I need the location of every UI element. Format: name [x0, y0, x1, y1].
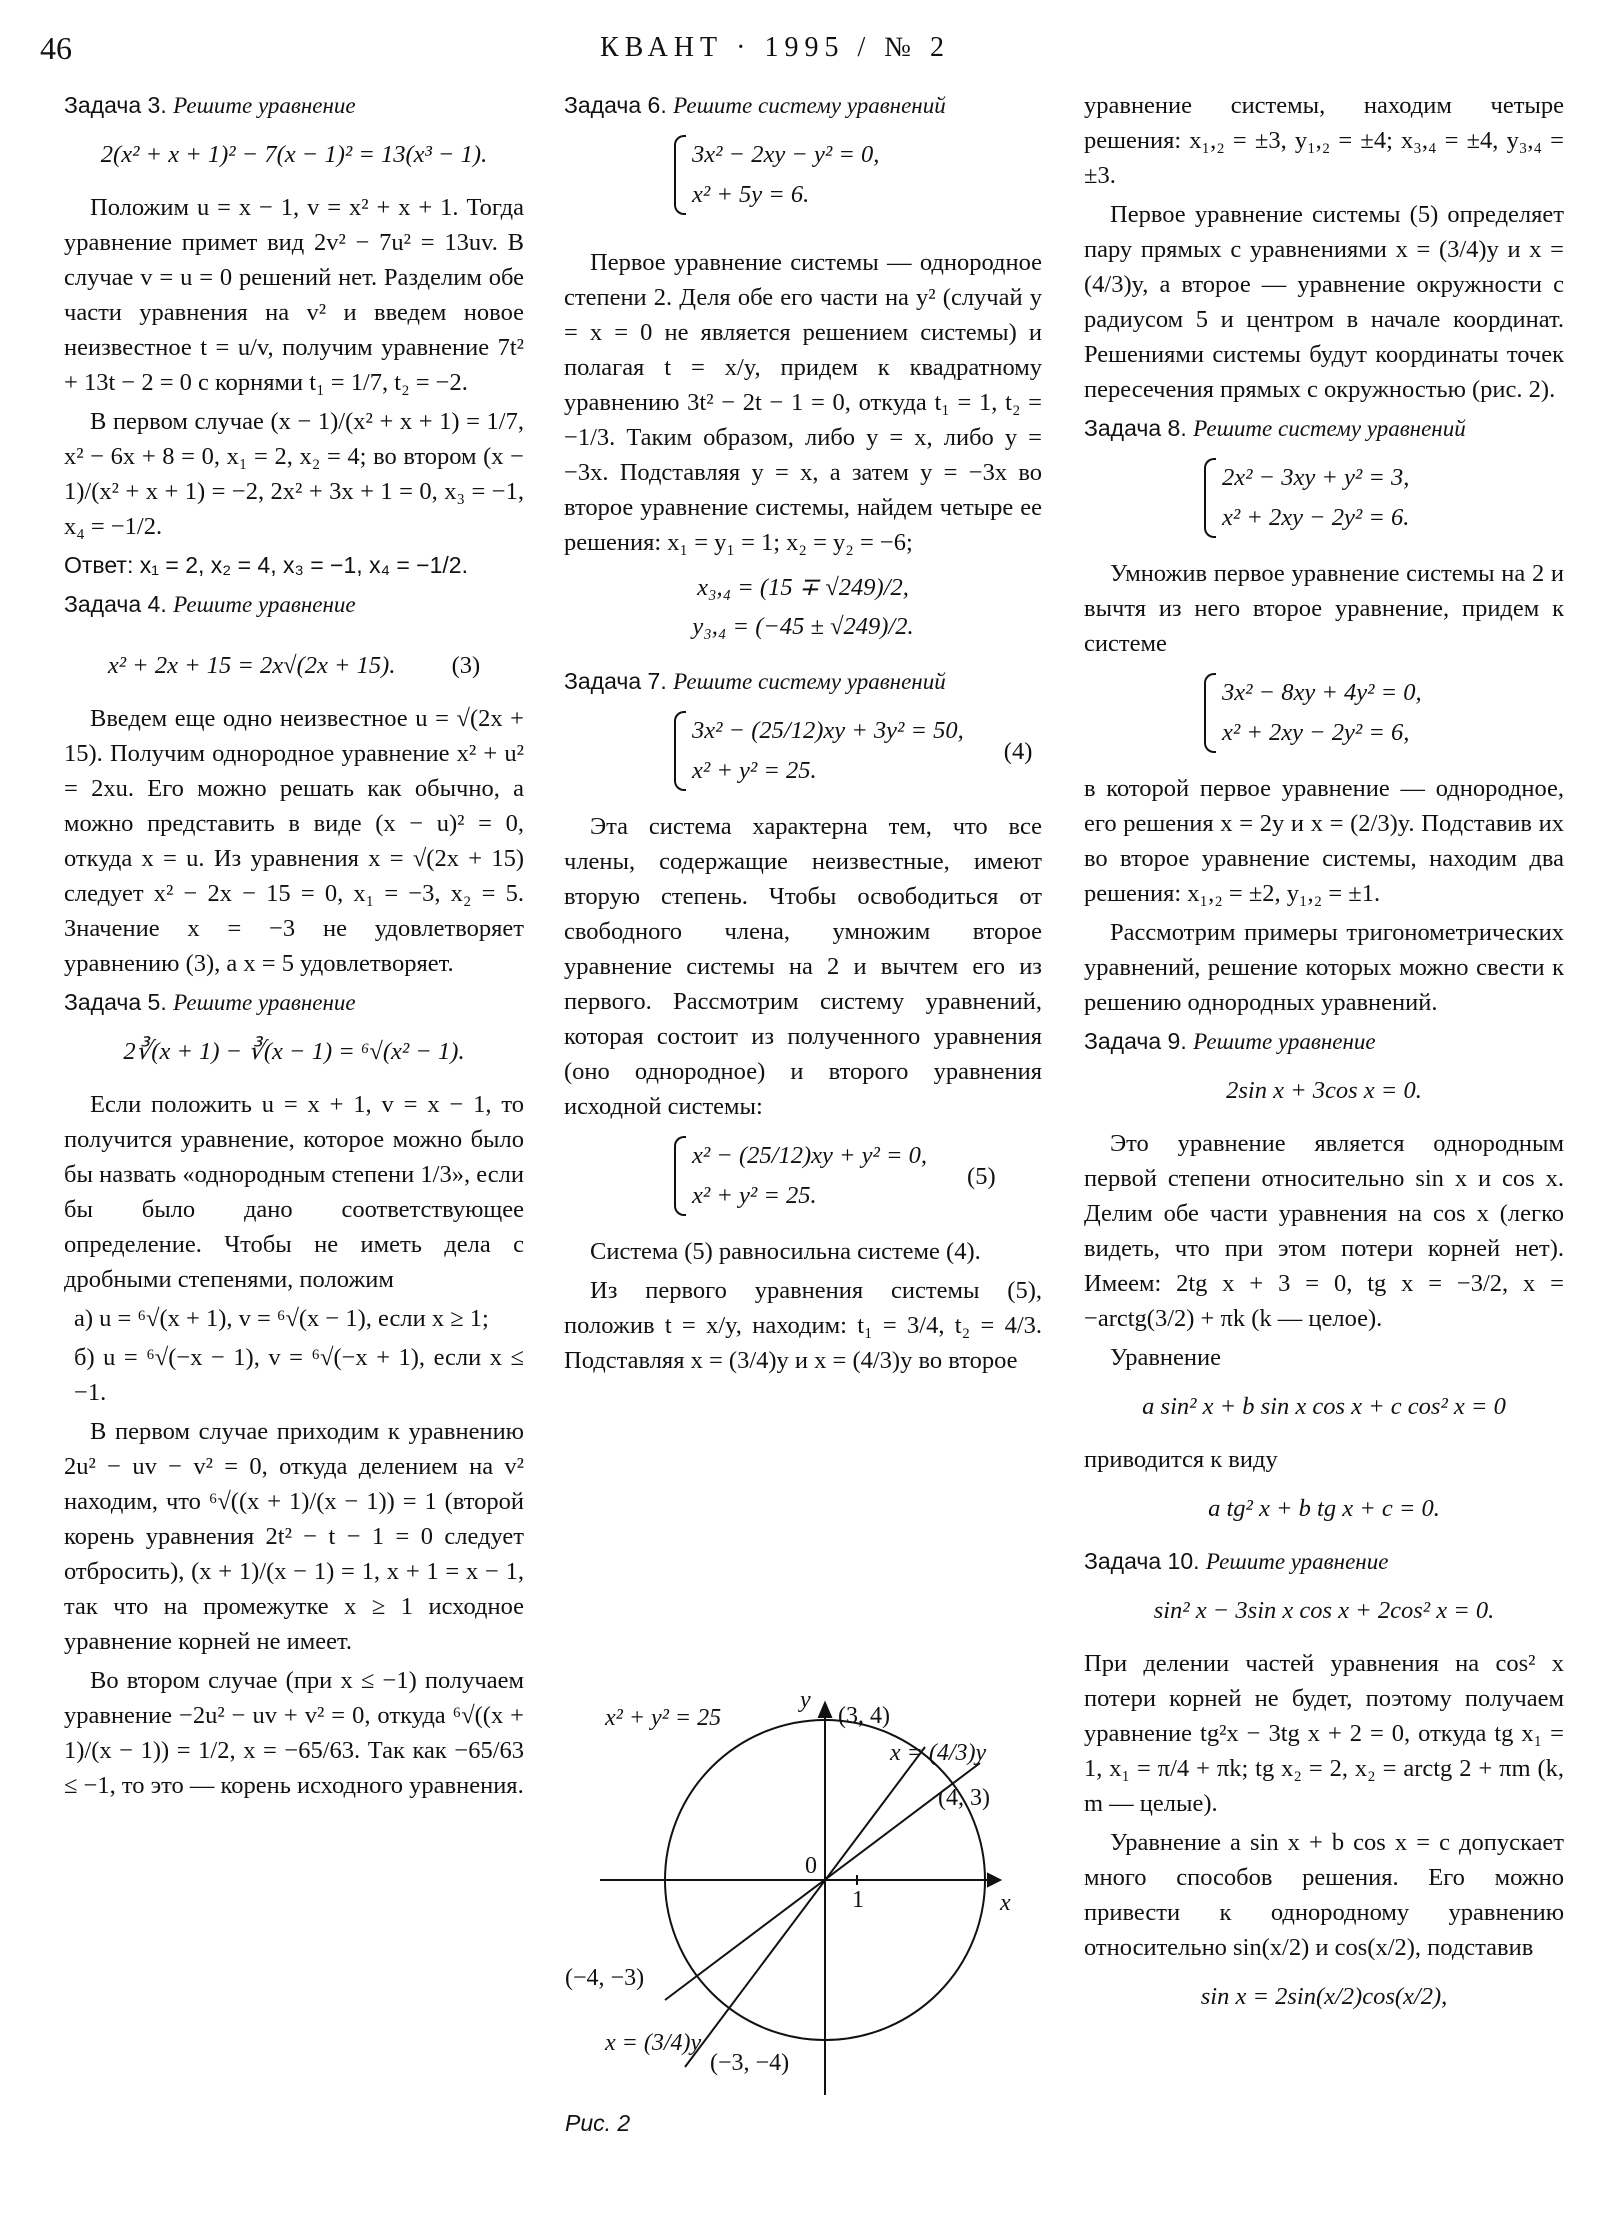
task-9-equation: 2sin x + 3cos x = 0. [1226, 1077, 1422, 1104]
col3-paragraph-2: Первое уравнение системы (5) определяет пару прямых с уравнениями x = (3/4)y и x = (4/3)y, а второе — уравнение окружности с радиусом 5 и центром в начале координат. Решениями системы будут координаты точек пересечения прямых с окружностью (рис. 2). [1084, 201, 1564, 403]
final-equation: sin x = 2sin(x/2)cos(x/2), [1200, 1983, 1448, 2010]
col3-paragraph-3: Рассмотрим примеры тригонометрических уравнений, решение которых можно свести к решению однородных уравнений. [1084, 919, 1564, 1016]
task-5-case-b: б) u = ⁶√(−x − 1), v = ⁶√(−x + 1), если x ≤ −1. [74, 1344, 524, 1406]
col3-paragraph-4: Уравнение a sin x + b cos x = c допускает много способов решения. Его можно привести к однородному уравнению относительно sin(x/2) и cos(x/2), подставив [1084, 1829, 1564, 1961]
task-6-number: Задача 6. [564, 92, 667, 118]
task-5-case-a: а) u = ⁶√(x + 1), v = ⁶√(x − 1), если x ≥ 1; [74, 1305, 489, 1332]
task-3-equation: 2(x² + x + 1)² − 7(x − 1)² = 13(x³ − 1). [100, 141, 488, 168]
task-8-paragraph-1: Умножив первое уравнение системы на 2 и вычтя из него второе уравнение, придем к системе [1084, 560, 1564, 657]
x-axis-label: x [1000, 1890, 1011, 1916]
task-10-equation: sin² x − 3sin x cos x + 2cos² x = 0. [1153, 1597, 1495, 1624]
task-9-equation-2: a sin² x + b sin x cos x + c cos² x = 0 [1142, 1393, 1506, 1420]
point-neg3-neg4-label: (−3, −4) [710, 2050, 790, 2076]
task-10-paragraph-1: При делении частей уравнения на cos² x потери корней не будет, поэтому получаем уравнение tg²x − 3tg x + 2 = 0, откуда tg x₁ = 1, x₁ = π/4 + πk; tg x₂ = 2, x₂ = arctg 2 + πm (k, m — целые). [1084, 1650, 1564, 1817]
task-9-statement: Решите уравнение [1193, 1029, 1376, 1054]
x-axis-arrow [988, 1874, 1000, 1886]
task-6-x34: x₃,₄ = (15 ∓ √249)/2, [697, 574, 909, 601]
line-x-4-3-y [665, 1763, 980, 2000]
task-9-paragraph-3: приводится к виду [1084, 1446, 1278, 1473]
task-8-system-eq-2: x² + 2xy − 2y² = 6. [1222, 504, 1410, 531]
task-3-paragraph-1: Положим u = x − 1, v = x² + x + 1. Тогда уравнение примет вид 2v² − 7u² = 13uv. В случае v = u = 0 решений нет. Разделим обе части уравнения на v² и введем новое неизвестное t = u/v, получим уравнение 7t² + 13t − 2 = 0 с корнями t₁ = 1/7, t₂ = −2. [64, 194, 524, 396]
circle-equation-label: x² + y² = 25 [605, 1705, 722, 1731]
task-7-system-eq-1: 3x² − (25/12)xy + 3y² = 50, [692, 717, 964, 744]
task-4-equation-number: (3) [451, 652, 481, 679]
figure-caption: Рис. 2 [565, 2110, 631, 2136]
magazine-header: КВАНТ · 1995 / № 2 [600, 32, 950, 63]
line-label-4-3: x = (4/3)y [890, 1740, 987, 1766]
task-10-statement: Решите уравнение [1205, 1549, 1389, 1574]
task-7-paragraph-1: Эта система характерна тем, что все члены, содержащие неизвестные, имеют вторую степень. Чтобы освободиться от свободного члена, умножим второе уравнение системы на 2 и вычтем его из первого. Рассмотрим систему уравнений, которая состоит из полученного уравнения (оно однородное) и второго уравнения исходной системы: [564, 813, 1042, 1120]
point-3-4-label: (3, 4) [838, 1703, 890, 1729]
system-brace [674, 1136, 686, 1216]
task-5-number: Задача 5. [64, 989, 167, 1015]
system-brace [1204, 458, 1216, 538]
task-4-paragraph-1: Введем еще одно неизвестное u = √(2x + 15). Получим однородное уравнение x² + u² = 2xu. Его можно решать как обычно, а можно представить в виде (x − u)² = 0, откуда x = u. Из уравнения x = √(2x + 15) следует x² − 2x − 15 = 0, x₁ = −3, x₂ = 5. Значение x = −3 не удовлетворяет уравнению (3), а x = 5 удовлетворяет. [64, 705, 524, 977]
task-8-system-2 [1204, 673, 1564, 753]
task-8-system [1204, 458, 1564, 538]
line-label-3-4: x = (3/4)y [605, 2030, 702, 2056]
system-brace [674, 135, 686, 215]
line-x-3-4-y [685, 1747, 925, 2067]
task-6-heading [564, 88, 1042, 123]
column-2 [564, 88, 1042, 1382]
task-7-system-5-eq-2: x² + y² = 25. [692, 1182, 817, 1209]
task-9-number: Задача 9. [1084, 1028, 1187, 1054]
y-axis-label: y [800, 1687, 811, 1713]
task-7-paragraph-3: Из первого уравнения системы (5), положив t = x/y, находим: t₁ = 3/4, t₂ = 4/3. Подставляя x = (3/4)y и x = (4/3)y во второе [564, 1277, 1042, 1374]
task-8-statement: Решите систему уравнений [1193, 416, 1466, 441]
task-6-statement: Решите систему уравнений [673, 93, 946, 118]
task-7-system-eq-2: x² + y² = 25. [692, 757, 817, 784]
point-4-3-label: (4, 3) [938, 1785, 990, 1811]
task-6-y34: y₃,₄ = (−45 ± √249)/2. [692, 613, 914, 640]
task-9-equation-3: a tg² x + b tg x + c = 0. [1208, 1495, 1440, 1522]
task-5-paragraph-1: Если положить u = x + 1, v = x − 1, то получится уравнение, которое можно было бы назвать «однородным степени 1/3», если бы было дано соответствующее определение. Чтобы не иметь дела с дробными степенями, положим [64, 1091, 524, 1293]
task-4-number: Задача 4. [64, 591, 167, 617]
task-6-system-eq-1: 3x² − 2xy − y² = 0, [692, 141, 880, 168]
task-8-heading [1084, 411, 1564, 446]
tick-label: 1 [852, 1887, 864, 1913]
task-5-heading [64, 985, 524, 1020]
task-6-system-eq-2: x² + 5y = 6. [692, 181, 810, 208]
task-8-system-eq-1: 2x² − 3xy + y² = 3, [1222, 464, 1410, 491]
task-5-paragraph-3: Во втором случае (при x ≤ −1) получаем уравнение −2u² − uv + v² = 0, откуда ⁶√((x + 1)/(x − 1)) = 1/2, x = −65/63. Так как −65/63 ≤ −1, то это — корень исходного уравнения. [64, 1667, 524, 1799]
task-10-number: Задача 10. [1084, 1548, 1200, 1574]
column-3 [1084, 88, 1564, 2032]
task-7-system-5 [674, 1136, 1042, 1216]
task-8-paragraph-2: в которой первое уравнение — однородное, его решения x = 2y и x = (2/3)y. Подставив их во второе уравнение системы, находим два решения: x₁,₂ = ±2, y₁,₂ = ±1. [1084, 775, 1564, 907]
task-4-equation [64, 648, 524, 683]
task-5-paragraph-2: В первом случае приходим к уравнению 2u² − uv − v² = 0, откуда делением на v² находим, что ⁶√((x + 1)/(x − 1)) = 1 (второй корень уравнения 2t² − t − 1 = 0 следует отбросить), (x + 1)/(x − 1) = 1, x + 1 = x − 1, так что на промежутке x ≥ 1 исходное уравнение корней не имеет. [64, 1418, 524, 1655]
task-7-paragraph-2: Система (5) равносильна системе (4). [590, 1238, 981, 1265]
task-6-system [674, 135, 1042, 215]
task-9-paragraph-2: Уравнение [1110, 1344, 1221, 1371]
task-8-system-2-eq-2: x² + 2xy − 2y² = 6, [1222, 719, 1410, 746]
task-10-heading [1084, 1544, 1564, 1579]
task-7-number: Задача 7. [564, 668, 667, 694]
figure-circle-lines [560, 1685, 1060, 2125]
page-number: 46 [40, 30, 72, 66]
column-1 [64, 88, 524, 1807]
task-5-statement: Решите уравнение [173, 990, 356, 1015]
origin-label: 0 [805, 1853, 817, 1879]
task-3-paragraph-2: В первом случае (x − 1)/(x² + x + 1) = 1/7, x² − 6x + 8 = 0, x₁ = 2, x₂ = 4; во втором (x − 1)/(x² + x + 1) = −2, 2x² + 3x + 1 = 0, x₃ = −1, x₄ = −1/2. [64, 408, 524, 540]
point-neg4-neg3-label: (−4, −3) [565, 1965, 645, 1991]
system-brace [674, 711, 686, 791]
task-4-equation-text: x² + 2x + 15 = 2x√(2x + 15). [107, 652, 396, 679]
col3-paragraph-1: уравнение системы, находим четыре решения: x₁,₂ = ±3, y₁,₂ = ±4; x₃,₄ = ±4, y₃,₄ = ±3. [1084, 92, 1564, 189]
task-3-answer: Ответ: x₁ = 2, x₂ = 4, x₃ = −1, x₄ = −1/2. [64, 552, 468, 578]
task-7-system-5-eq-1: x² − (25/12)xy + y² = 0, [692, 1142, 928, 1169]
task-5-equation: 2∛(x + 1) − ∛(x − 1) = ⁶√(x² − 1). [123, 1038, 465, 1065]
task-7-system [674, 711, 1042, 791]
task-8-system-2-eq-1: 3x² − 8xy + 4y² = 0, [1222, 679, 1422, 706]
task-3-statement: Решите уравнение [173, 93, 356, 118]
task-7-system-number: (4) [1003, 737, 1033, 765]
task-4-heading [64, 587, 524, 622]
task-7-statement: Решите систему уравнений [673, 669, 946, 694]
task-7-heading [564, 664, 1042, 699]
y-axis-arrow [819, 1703, 831, 1717]
task-6-paragraph-1: Первое уравнение системы — однородное степени 2. Деля обе его части на y² (случай y = x = 0 не является решением системы) и полагая t = x/y, придем к квадратному уравнению 3t² − 2t − 1 = 0, откуда t₁ = 1, t₂ = −1/3. Таким образом, либо y = x, либо y = −3x. Подставляя y = x, а затем y = −3x во второе уравнение системы, найдем четыре ее решения: x₁ = y₁ = 1; x₂ = y₂ = −6; [564, 249, 1042, 556]
task-9-paragraph-1: Это уравнение является однородным первой степени относительно sin x и cos x. Делим обе части уравнения на cos x (легко видеть, что при этом потери корней нет). Имеем: 2tg x + 3 = 0, tg x = −3/2, x = −arctg(3/2) + πk (k — целое). [1084, 1130, 1564, 1332]
task-3-number: Задача 3. [64, 92, 167, 118]
task-9-heading [1084, 1024, 1564, 1059]
task-3-heading [64, 88, 524, 123]
task-7-system-5-number: (5) [967, 1162, 996, 1190]
task-8-number: Задача 8. [1084, 415, 1187, 441]
task-4-statement: Решите уравнение [173, 592, 356, 617]
system-brace [1204, 673, 1216, 753]
